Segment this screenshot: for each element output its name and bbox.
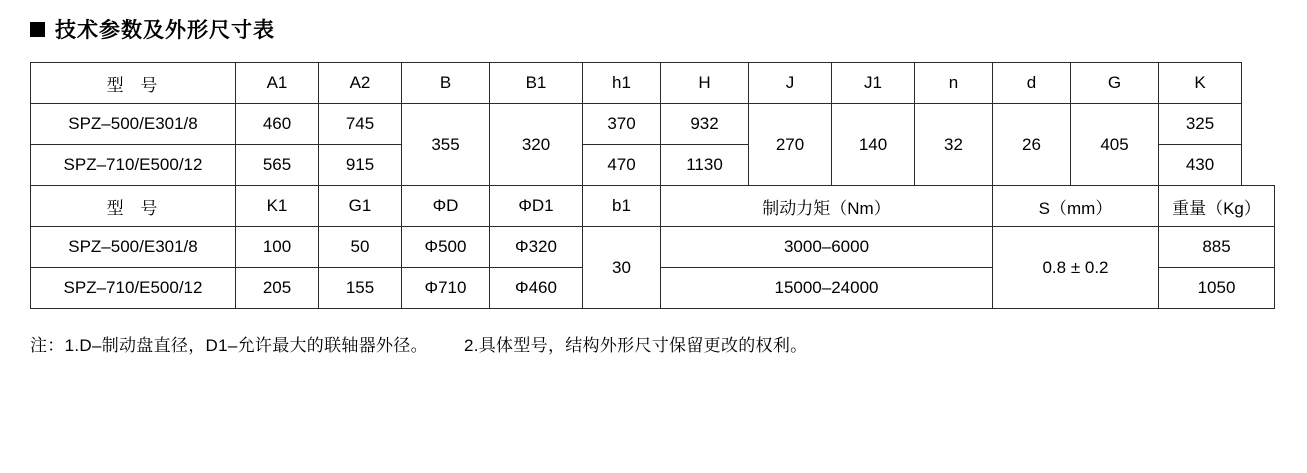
cell-j1-merged: 140 <box>832 104 915 186</box>
cell-a1-1: 460 <box>236 104 319 145</box>
cell-phi-d1-1: Φ320 <box>490 227 583 268</box>
col-header-k1: K1 <box>236 186 319 227</box>
cell-g1-1: 50 <box>319 227 402 268</box>
col-header-phi-d1: ΦD1 <box>490 186 583 227</box>
cell-h-2: 1130 <box>661 145 749 186</box>
col-header-a2: A2 <box>319 63 402 104</box>
col-header-h: H <box>661 63 749 104</box>
spec-table-container <box>30 62 1275 309</box>
specification-table <box>30 62 1275 309</box>
cell-model-3: SPZ–500/E301/8 <box>31 227 236 268</box>
cell-model-4: SPZ–710/E500/12 <box>31 268 236 309</box>
cell-b1-merged: 320 <box>490 104 583 186</box>
footnote-part-1: 注：1.D–制动盘直径，D1–允许最大的联轴器外径。 <box>30 336 428 355</box>
col-header-n: n <box>915 63 993 104</box>
cell-k-1: 325 <box>1159 104 1242 145</box>
col-header-b1-lower: b1 <box>583 186 661 227</box>
table-row <box>31 227 1275 268</box>
table-row <box>31 104 1275 145</box>
col-header-s: S（mm） <box>993 186 1159 227</box>
col-header-k: K <box>1159 63 1242 104</box>
cell-h1-2: 470 <box>583 145 661 186</box>
section-heading <box>30 14 1307 44</box>
col-header-d: d <box>993 63 1071 104</box>
cell-phi-d-1: Φ500 <box>402 227 490 268</box>
col-header-phi-d: ΦD <box>402 186 490 227</box>
cell-b1-lower-merged: 30 <box>583 227 661 309</box>
cell-phi-d1-2: Φ460 <box>490 268 583 309</box>
col-header-braking-torque: 制动力矩（Nm） <box>661 186 993 227</box>
cell-g1-2: 155 <box>319 268 402 309</box>
table-header-row-2 <box>31 186 1275 227</box>
cell-weight-2: 1050 <box>1159 268 1275 309</box>
col-header-g1: G1 <box>319 186 402 227</box>
col-header-model: 型 号 <box>31 63 236 104</box>
black-square-bullet-icon <box>30 22 45 37</box>
cell-k1-1: 100 <box>236 227 319 268</box>
cell-g-merged: 405 <box>1071 104 1159 186</box>
spec-sheet-page <box>0 14 1307 473</box>
col-header-weight: 重量（Kg） <box>1159 186 1275 227</box>
cell-k1-2: 205 <box>236 268 319 309</box>
col-header-j1: J1 <box>832 63 915 104</box>
cell-a1-2: 565 <box>236 145 319 186</box>
cell-n-merged: 32 <box>915 104 993 186</box>
footnote <box>30 331 1307 356</box>
col-header-b1: B1 <box>490 63 583 104</box>
cell-a2-2: 915 <box>319 145 402 186</box>
cell-d-merged: 26 <box>993 104 1071 186</box>
col-header-b: B <box>402 63 490 104</box>
cell-s-merged: 0.8 ± 0.2 <box>993 227 1159 309</box>
cell-model-1: SPZ–500/E301/8 <box>31 104 236 145</box>
table-header-row-1 <box>31 63 1275 104</box>
footnote-part-2: 2.具体型号，结构外形尺寸保留更改的权利。 <box>463 336 808 355</box>
cell-torque-1: 3000–6000 <box>661 227 993 268</box>
col-header-g: G <box>1071 63 1159 104</box>
cell-k-2: 430 <box>1159 145 1242 186</box>
col-header-model-2: 型 号 <box>31 186 236 227</box>
cell-torque-2: 15000–24000 <box>661 268 993 309</box>
cell-model-2: SPZ–710/E500/12 <box>31 145 236 186</box>
col-header-j: J <box>749 63 832 104</box>
cell-h-1: 932 <box>661 104 749 145</box>
col-header-h1: h1 <box>583 63 661 104</box>
cell-b-merged: 355 <box>402 104 490 186</box>
cell-a2-1: 745 <box>319 104 402 145</box>
cell-phi-d-2: Φ710 <box>402 268 490 309</box>
col-header-a1: A1 <box>236 63 319 104</box>
page-title: 技术参数及外形尺寸表 <box>55 19 275 42</box>
cell-weight-1: 885 <box>1159 227 1275 268</box>
cell-h1-1: 370 <box>583 104 661 145</box>
cell-j-merged: 270 <box>749 104 832 186</box>
